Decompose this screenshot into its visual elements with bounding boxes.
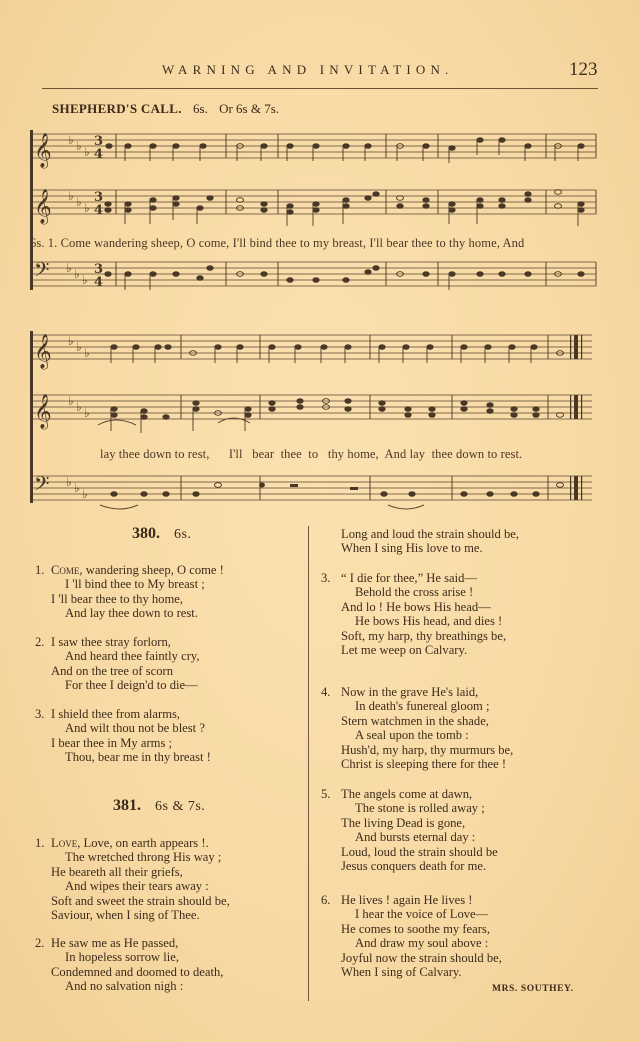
- svg-text:♭: ♭: [68, 334, 74, 348]
- music-system-2: [28, 325, 600, 510]
- svg-text:♭: ♭: [76, 400, 82, 414]
- header-rule: [42, 88, 598, 89]
- svg-text:𝄞: 𝄞: [34, 189, 52, 224]
- tune-name: SHEPHERD'S CALL.: [52, 101, 182, 116]
- svg-text:♭: ♭: [84, 201, 90, 215]
- music-system-1: [28, 128, 600, 298]
- hymn-381-stanza-4: 4. Now in the grave He's laid, In death's funereal gloom ; Stern watchmen in the shade, A seal upon the tomb : Hush'd, my harp, thy murmurs be, Christ is sleeping there for thee !: [321, 685, 514, 772]
- running-head-title: WARNING AND INVITATION.: [162, 62, 454, 77]
- svg-text:3: 3: [94, 262, 104, 277]
- svg-text:♭: ♭: [68, 394, 74, 408]
- svg-text:3: 3: [94, 134, 104, 149]
- svg-text:4: 4: [94, 147, 104, 162]
- hymn-381-stanza-2-cont: Long and loud the strain should be, When I sing His love to me.: [341, 527, 520, 556]
- hymn-381-stanza-3: 3. “ I die for thee,” He said— Behold the cross arise ! And lo ! He bows His head— He bows His head, and dies ! Soft, my harp, thy breathings be, Let me weep on Calvary.: [321, 571, 507, 658]
- hymn-380-stanza-3: 3. I shield thee from alarms, And wilt thou not be blest ? I bear thee in My arms ; Thou, bear me in thy breast !: [35, 707, 211, 765]
- hymn-meter: 6s.: [174, 527, 192, 542]
- tune-alt-meter: Or 6s & 7s.: [219, 101, 280, 116]
- svg-text:♭: ♭: [82, 273, 88, 287]
- svg-text:♭: ♭: [68, 133, 74, 147]
- score-staves-icon: [28, 325, 600, 510]
- page-number: 123: [569, 59, 598, 80]
- hymn-meter: 6s & 7s.: [155, 799, 206, 814]
- svg-text:♭: ♭: [66, 261, 72, 275]
- hymn-381-stanza-5: 5. The angels come at dawn, The stone is rolled away ; The living Dead is gone, And bursts eternal day : Loud, loud the strain should be Jesus conquers death for me.: [321, 787, 498, 874]
- svg-text:♭: ♭: [66, 475, 72, 489]
- svg-text:𝄞: 𝄞: [34, 394, 52, 429]
- svg-text:𝄢: 𝄢: [34, 472, 50, 500]
- svg-text:♭: ♭: [74, 481, 80, 495]
- svg-text:𝄞: 𝄞: [34, 334, 52, 369]
- lyric-line-1: 6s. 1. Come wandering sheep, O come, I'll bind thee to my breast, I'll bear thee to thy home, And: [30, 236, 525, 250]
- score-staves-icon: [28, 128, 600, 298]
- svg-text:3: 3: [94, 190, 104, 205]
- svg-text:♭: ♭: [74, 267, 80, 281]
- svg-text:♭: ♭: [76, 195, 82, 209]
- svg-text:♭: ♭: [76, 139, 82, 153]
- svg-text:♭: ♭: [76, 340, 82, 354]
- hymn-381-stanza-6: 6. He lives ! again He lives ! I hear the voice of Love— He comes to soothe my fears, And draw my soul above : Joyful now the strain should be, When I sing of Calvary.: [321, 893, 502, 980]
- hymn-381-heading: [113, 797, 205, 815]
- svg-text:♭: ♭: [84, 406, 90, 420]
- hymn-380-stanza-1: 1. Come, wandering sheep, O come ! I 'll bind thee to My breast ; I 'll bear thee to thy home, And lay thee down to rest.: [35, 563, 224, 621]
- column-divider: [308, 526, 309, 1001]
- tune-title: [52, 101, 279, 117]
- svg-text:♭: ♭: [84, 346, 90, 360]
- svg-text:4: 4: [94, 275, 104, 290]
- svg-text:♭: ♭: [82, 487, 88, 501]
- tune-meter: 6s.: [193, 101, 208, 116]
- hymn-380-heading: [132, 525, 191, 543]
- svg-text:𝄢: 𝄢: [34, 258, 50, 286]
- hymn-author: MRS. SOUTHEY.: [492, 984, 574, 994]
- hymn-number: 380.: [132, 525, 160, 542]
- svg-text:♭: ♭: [68, 189, 74, 203]
- hymn-380-stanza-2: 2. I saw thee stray forlorn, And heard thee faintly cry, And on the tree of scorn For thee I deign'd to die—: [35, 635, 200, 693]
- svg-text:♭: ♭: [84, 145, 90, 159]
- svg-text:4: 4: [94, 203, 104, 218]
- running-head: [0, 59, 640, 82]
- hymn-381-stanza-2: 2. He saw me as He passed, In hopeless sorrow lie, Condemned and doomed to death, And no salvation nigh :: [35, 936, 224, 994]
- hymn-381-stanza-1: 1. Love, Love, on earth appears !. The wretched throng His way ; He beareth all their griefs, And wipes their tears away : Soft and sweet the strain should be, Saviour, when I sing of Thee.: [35, 836, 230, 923]
- lyric-line-2: lay thee down to rest, I'll bear thee to thy home, And lay thee down to rest.: [100, 447, 523, 461]
- svg-text:𝄞: 𝄞: [34, 133, 52, 168]
- hymn-number: 381.: [113, 797, 141, 814]
